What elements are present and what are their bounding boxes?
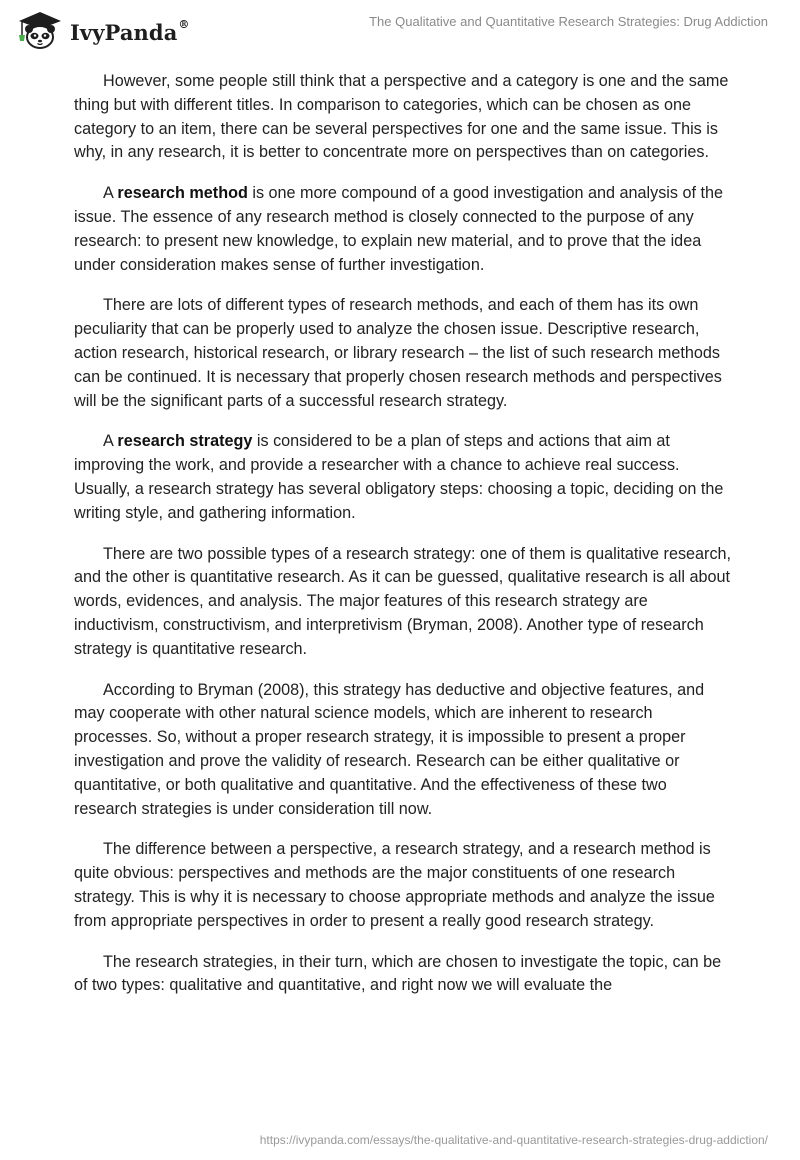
paragraph: According to Bryman (2008), this strategy has deductive and objective features, and may cooperate with other natural science models, which are inherent to research processes. So, without a proper research strategy, it is impossible to present a proper investigation and prove the validity of research. Research can be either qualitative or quantitative, or both qualitative and quantitative. And the effectiveness of these two research strategies is under consideration till now. — [74, 680, 705, 818]
panda-graduation-cap-icon — [14, 10, 66, 50]
brand-name: IvyPanda® — [70, 17, 190, 45]
paragraph: The difference between a perspective, a research strategy, and a research method is quite obvious: perspectives and methods are the major constituents of one research strategy. This is why it is necessary to choose appropriate methods and analyze the issue from appropriate perspectives in order to present a really good research strategy. — [74, 840, 715, 930]
paragraph: There are lots of different types of research methods, and each of them has its own peculiarity that can be properly used to analyze the chosen issue. Descriptive research, action research, historical research, or library research – the list of such research methods can be continued. It is necessary that properly chosen research methods and perspectives will be the significant parts of a successful research strategy. — [74, 296, 722, 410]
paragraph: There are two possible types of a research strategy: one of them is qualitative research, and the other is quantitative research. As it can be guessed, qualitative research is all about words, evidences, and analysis. The major features of this research strategy are inductivism, constructivism, and interpretivism (Bryman, 2008). Another type of research strategy is quantitative research. — [74, 544, 732, 658]
page-header — [0, 0, 800, 60]
essay-body — [74, 70, 734, 1015]
source-url[interactable]: https://ivypanda.com/essays/the-qualitative-and-quantitative-research-strategies-drug-addiction/ — [259, 1133, 768, 1147]
document-title: The Qualitative and Quantitative Research Strategies: Drug Addiction — [369, 14, 768, 29]
paragraph: A research strategy is considered to be a plan of steps and actions that aim at improving the work, and provide a researcher with a chance to achieve real success. Usually, a research strategy has several obligatory steps: choosing a topic, deciding on the writing style, and gathering information. — [74, 432, 724, 522]
term-research-method: research method — [117, 184, 248, 203]
brand-logo[interactable] — [14, 10, 190, 50]
registered-mark: ® — [178, 17, 190, 31]
paragraph: The research strategies, in their turn, which are chosen to investigate the topic, can be of two types: qualitative and quantitative, and right now we will evaluate the — [74, 952, 722, 995]
paragraph: However, some people still think that a perspective and a category is one and the same thing but with different titles. In comparison to categories, which can be chosen as one category to an item, there can be several perspectives for one and the same issue. This is why, in any research, it is better to concentrate more on perspectives than on categories. — [74, 72, 729, 162]
term-research-strategy: research strategy — [117, 432, 253, 451]
paragraph: A research method is one more compound of a good investigation and analysis of the issue. The essence of any research method is closely connected to the purpose of any research: to present new knowledge, to explain new material, and to prove that the idea under consideration makes sense of further investigation. — [74, 184, 723, 274]
